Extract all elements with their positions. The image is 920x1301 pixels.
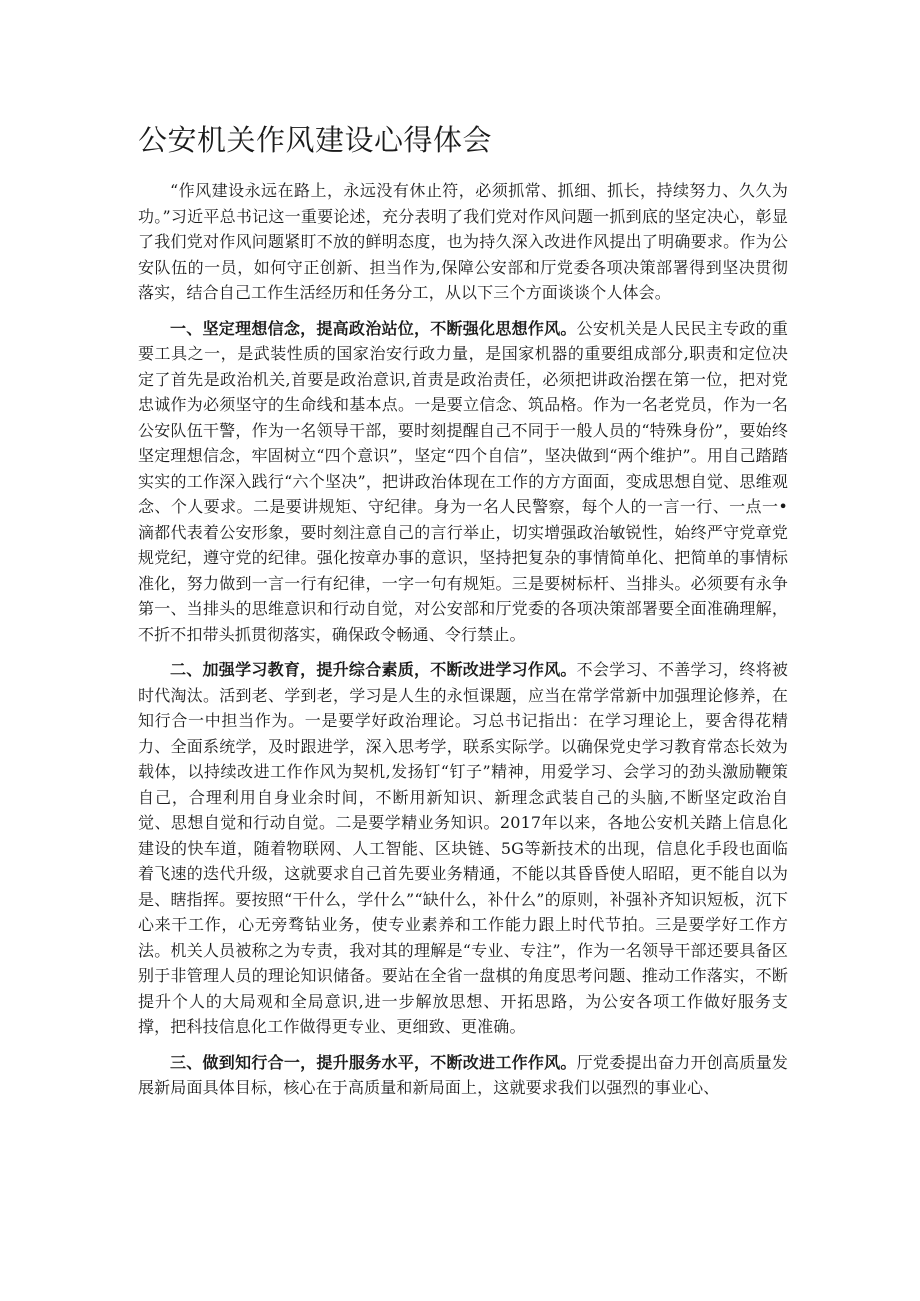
section-3-text: 厅党委提出奋力开创高质量发展新局面具体目标，核心在于高质量和新局面上，这就要求我们以强烈的事业心、 bbox=[138, 1052, 788, 1097]
intro-paragraph: “作风建设永远在路上，永远没有休止符，必须抓常、抓细、抓长，持续努力、久久为功。”习近平总书记这一重要论述，充分表明了我们党对作风问题一抓到底的坚定决心，彰显了我们党对作风问题紧盯不放的鲜明态度，也为持久深入改进作风提出了明确要求。作为公安队伍的一员，如何守正创新、担当作为,保障公安部和厅党委各项决策部署得到坚决贯彻落实，结合自己工作生活经历和任务分工，从以下三个方面谈谈个人体会。 bbox=[138, 181, 788, 302]
document-body bbox=[138, 178, 788, 1111]
section-3-heading: 三、做到知行合一，提升服务水平，不断改进工作作风。 bbox=[170, 1052, 577, 1072]
section-2-heading: 二、加强学习教育，提升综合素质，不断改进学习作风。 bbox=[170, 660, 577, 679]
section-1-heading: 一、坚定理想信念，提高政治站位，不断强化思想作风。 bbox=[170, 318, 577, 338]
section-1-paragraph bbox=[138, 316, 788, 648]
section-2-text: 不会学习、不善学习，终将被时代淘汰。活到老、学到老，学习是人生的永恒课题，应当在常学常新中加强理论修养，在知行合一中担当作为。一是要学好政治理论。习总书记指出：在学习理论上，要舍得花精力、全面系统学，及时跟进学，深入思考学，联系实际学。以确保党史学习教育常态长效为载体，以持续改进工作作风为契机,发扬钉“钉子”精神，用爱学习、会学习的劲头激励鞭策自己，合理利用自身业余时间，不断用新知识、新理念武装自己的头脑,不断坚定政治自觉、思想自觉和行动自觉。二是要学精业务知识。2017年以来，各地公安机关踏上信息化建设的快车道，随着物联网、人工智能、区块链、5G等新技术的出现，信息化手段也面临着飞速的迭代升级，这就要求自己首先要业务精通，不能以其昏昏使人昭昭，更不能自以为是、瞎指挥。要按照“干什么，学什么”“缺什么，补什么”的原则，补强补齐知识短板，沉下心来干工作，心无旁骛钻业务，使专业素养和工作能力跟上时代节拍。三是要学好工作方法。机关人员被称之为专责，我对其的理解是“专业、专注”，作为一名领导干部还要具备区别于非管理人员的理论知识储备。要站在全省一盘棋的角度思考问题、推动工作落实，不断提升个人的大局观和全局意识,进一步解放思想、开拓思路，为公安各项工作做好服务支撑，把科技信息化工作做得更专业、更细致、更准确。 bbox=[138, 660, 788, 1036]
document-title: 公安机关作风建设心得体会 bbox=[138, 123, 493, 157]
section-3-paragraph bbox=[138, 1050, 788, 1101]
section-2-paragraph bbox=[138, 657, 788, 1040]
section-1-text: 公安机关是人民民主专政的重要工具之一，是武装性质的国家治安行政力量，是国家机器的重要组成部分,职责和定位决定了首先是政治机关,首要是政治意识,首责是政治责任，必须把讲政治摆在第一位，把对党忠诚作为必须坚守的生命线和基本点。一是要立信念、筑品格。作为一名老党员，作为一名公安队伍干警，作为一名领导干部，要时刻提醒自己不同于一般人员的“特殊身份”，要始终坚定理想信念，牢固树立“四个意识”，坚定“四个自信”，坚决做到“两个维护”。用自己踏踏实实的工作深入践行“六个坚决”，把讲政治体现在工作的方方面面，变成思想自觉、思维观念、个人要求。二是要讲规矩、守纪律。身为一名人民警察，每个人的一言一行、一点一•滴都代表着公安形象，要时刻注意自己的言行举止，切实增强政治敏锐性，始终严守党章党规党纪，遵守党的纪律。强化按章办事的意识，坚持把复杂的事情简单化、把简单的事情标准化，努力做到一言一行有纪律，一字一句有规矩。三是要树标杆、当排头。必须要有永争第一、当排头的思维意识和行动自觉，对公安部和厅党委的各项决策部署要全面准确理解，不折不扣带头抓贯彻落实，确保政令畅通、令行禁止。 bbox=[138, 318, 788, 644]
